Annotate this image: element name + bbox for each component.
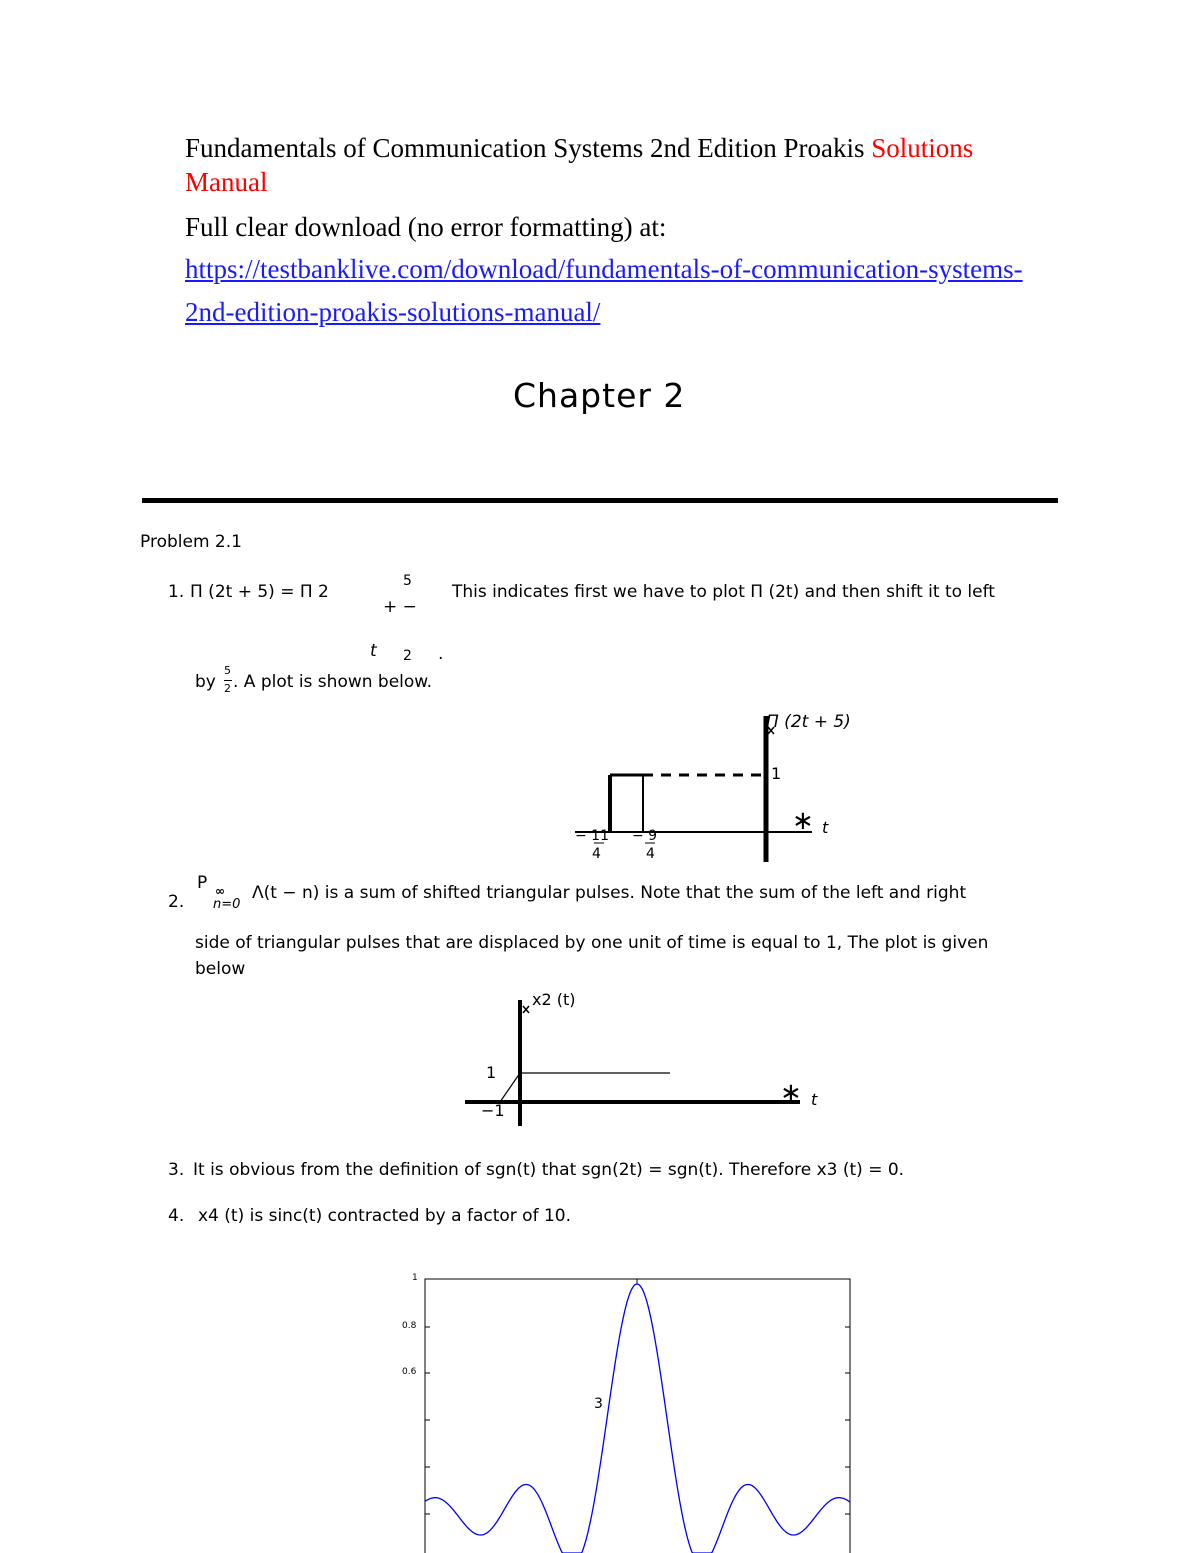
plot1-xlabel: t: [822, 818, 829, 837]
plot2-ylabel: x2 (t): [532, 990, 576, 1009]
item2-text: Λ(t − n) is a sum of shifted triangular pulses. Note that the sum of the left and right: [252, 883, 967, 903]
item1-by-rest: . A plot is shown below.: [233, 672, 433, 692]
item2-sum-symbol: P: [197, 873, 208, 893]
item4-text: x4 (t) is sinc(t) contracted by a factor of 10.: [198, 1206, 572, 1226]
item2-sum-lower: n=0: [213, 897, 241, 912]
item3-text: It is obvious from the definition of sgn(t) that sgn(2t) = sgn(t). Therefore x3 (t) = 0.: [193, 1160, 905, 1180]
sinc-annotation: 3: [594, 1396, 603, 1412]
item1-frac-numerator: 5: [403, 573, 412, 589]
download-link-line1[interactable]: https://testbanklive.com/download/fundamentals-of-communication-systems-: [185, 254, 1023, 284]
item1-by-numerator: 5: [224, 664, 231, 677]
plot1-tick-left-num: − 11: [575, 828, 609, 844]
item4-number: 4.: [168, 1206, 185, 1226]
item2-line2: side of triangular pulses that are displaced by one unit of time is equal to 1, The plot is given: [195, 933, 989, 953]
item1-text: This indicates first we have to plot Π (2t) and then shift it to left: [452, 582, 995, 602]
plot1-level-label: 1: [771, 764, 782, 783]
plot1-tick-right-num: − 9: [632, 828, 658, 844]
item1-frac-plus: + −: [383, 597, 417, 617]
plot1-tick-left-den: 4: [592, 846, 601, 862]
plot2-x-arrow-icon: ∗: [780, 1078, 802, 1108]
sinc-ytick-label-08: 0.8: [402, 1321, 417, 1331]
item1-by: by: [195, 672, 216, 692]
item2-sum-upper: ∞: [215, 884, 225, 898]
plot2-xlabel: t: [811, 1090, 818, 1109]
sinc-curve: [425, 1284, 850, 1553]
sinc-ytick-label-06: 0.6: [402, 1367, 417, 1377]
title-red-manual: Manual: [185, 167, 268, 197]
sinc-plot-frame: [425, 1279, 850, 1553]
plot1-ylabel-text: Π (2t + 5): [766, 712, 851, 732]
plot1-x-arrow-icon: ∗: [792, 806, 814, 836]
title-text: Fundamentals of Communication Systems 2nd Edition Proakis: [185, 133, 865, 163]
item1-frac-t: t: [370, 641, 377, 661]
plot2-level-label: 1: [486, 1063, 497, 1082]
item3-number: 3.: [168, 1160, 185, 1180]
chapter-title: Chapter 2: [513, 376, 686, 415]
problem-heading: Problem 2.1: [140, 532, 242, 552]
title-red-solutions: Solutions: [871, 133, 974, 163]
item1-period: .: [438, 644, 444, 664]
item1-by-denominator: 2: [224, 682, 231, 695]
download-link-line2[interactable]: 2nd-edition-proakis-solutions-manual/: [185, 297, 601, 327]
plot1-tick-right-den: 4: [646, 846, 655, 862]
item1-frac-denominator: 2: [403, 648, 412, 664]
item2-line3: below: [195, 959, 246, 979]
item1-equation: Π (2t + 5) = Π 2: [190, 582, 329, 602]
item1-number: 1.: [168, 582, 185, 602]
plot2-tick-label: −1: [481, 1101, 505, 1120]
item2-number: 2.: [168, 892, 185, 912]
download-text: Full clear download (no error formatting) at:: [185, 212, 667, 242]
sinc-ytick-label-1: 1: [412, 1273, 418, 1283]
